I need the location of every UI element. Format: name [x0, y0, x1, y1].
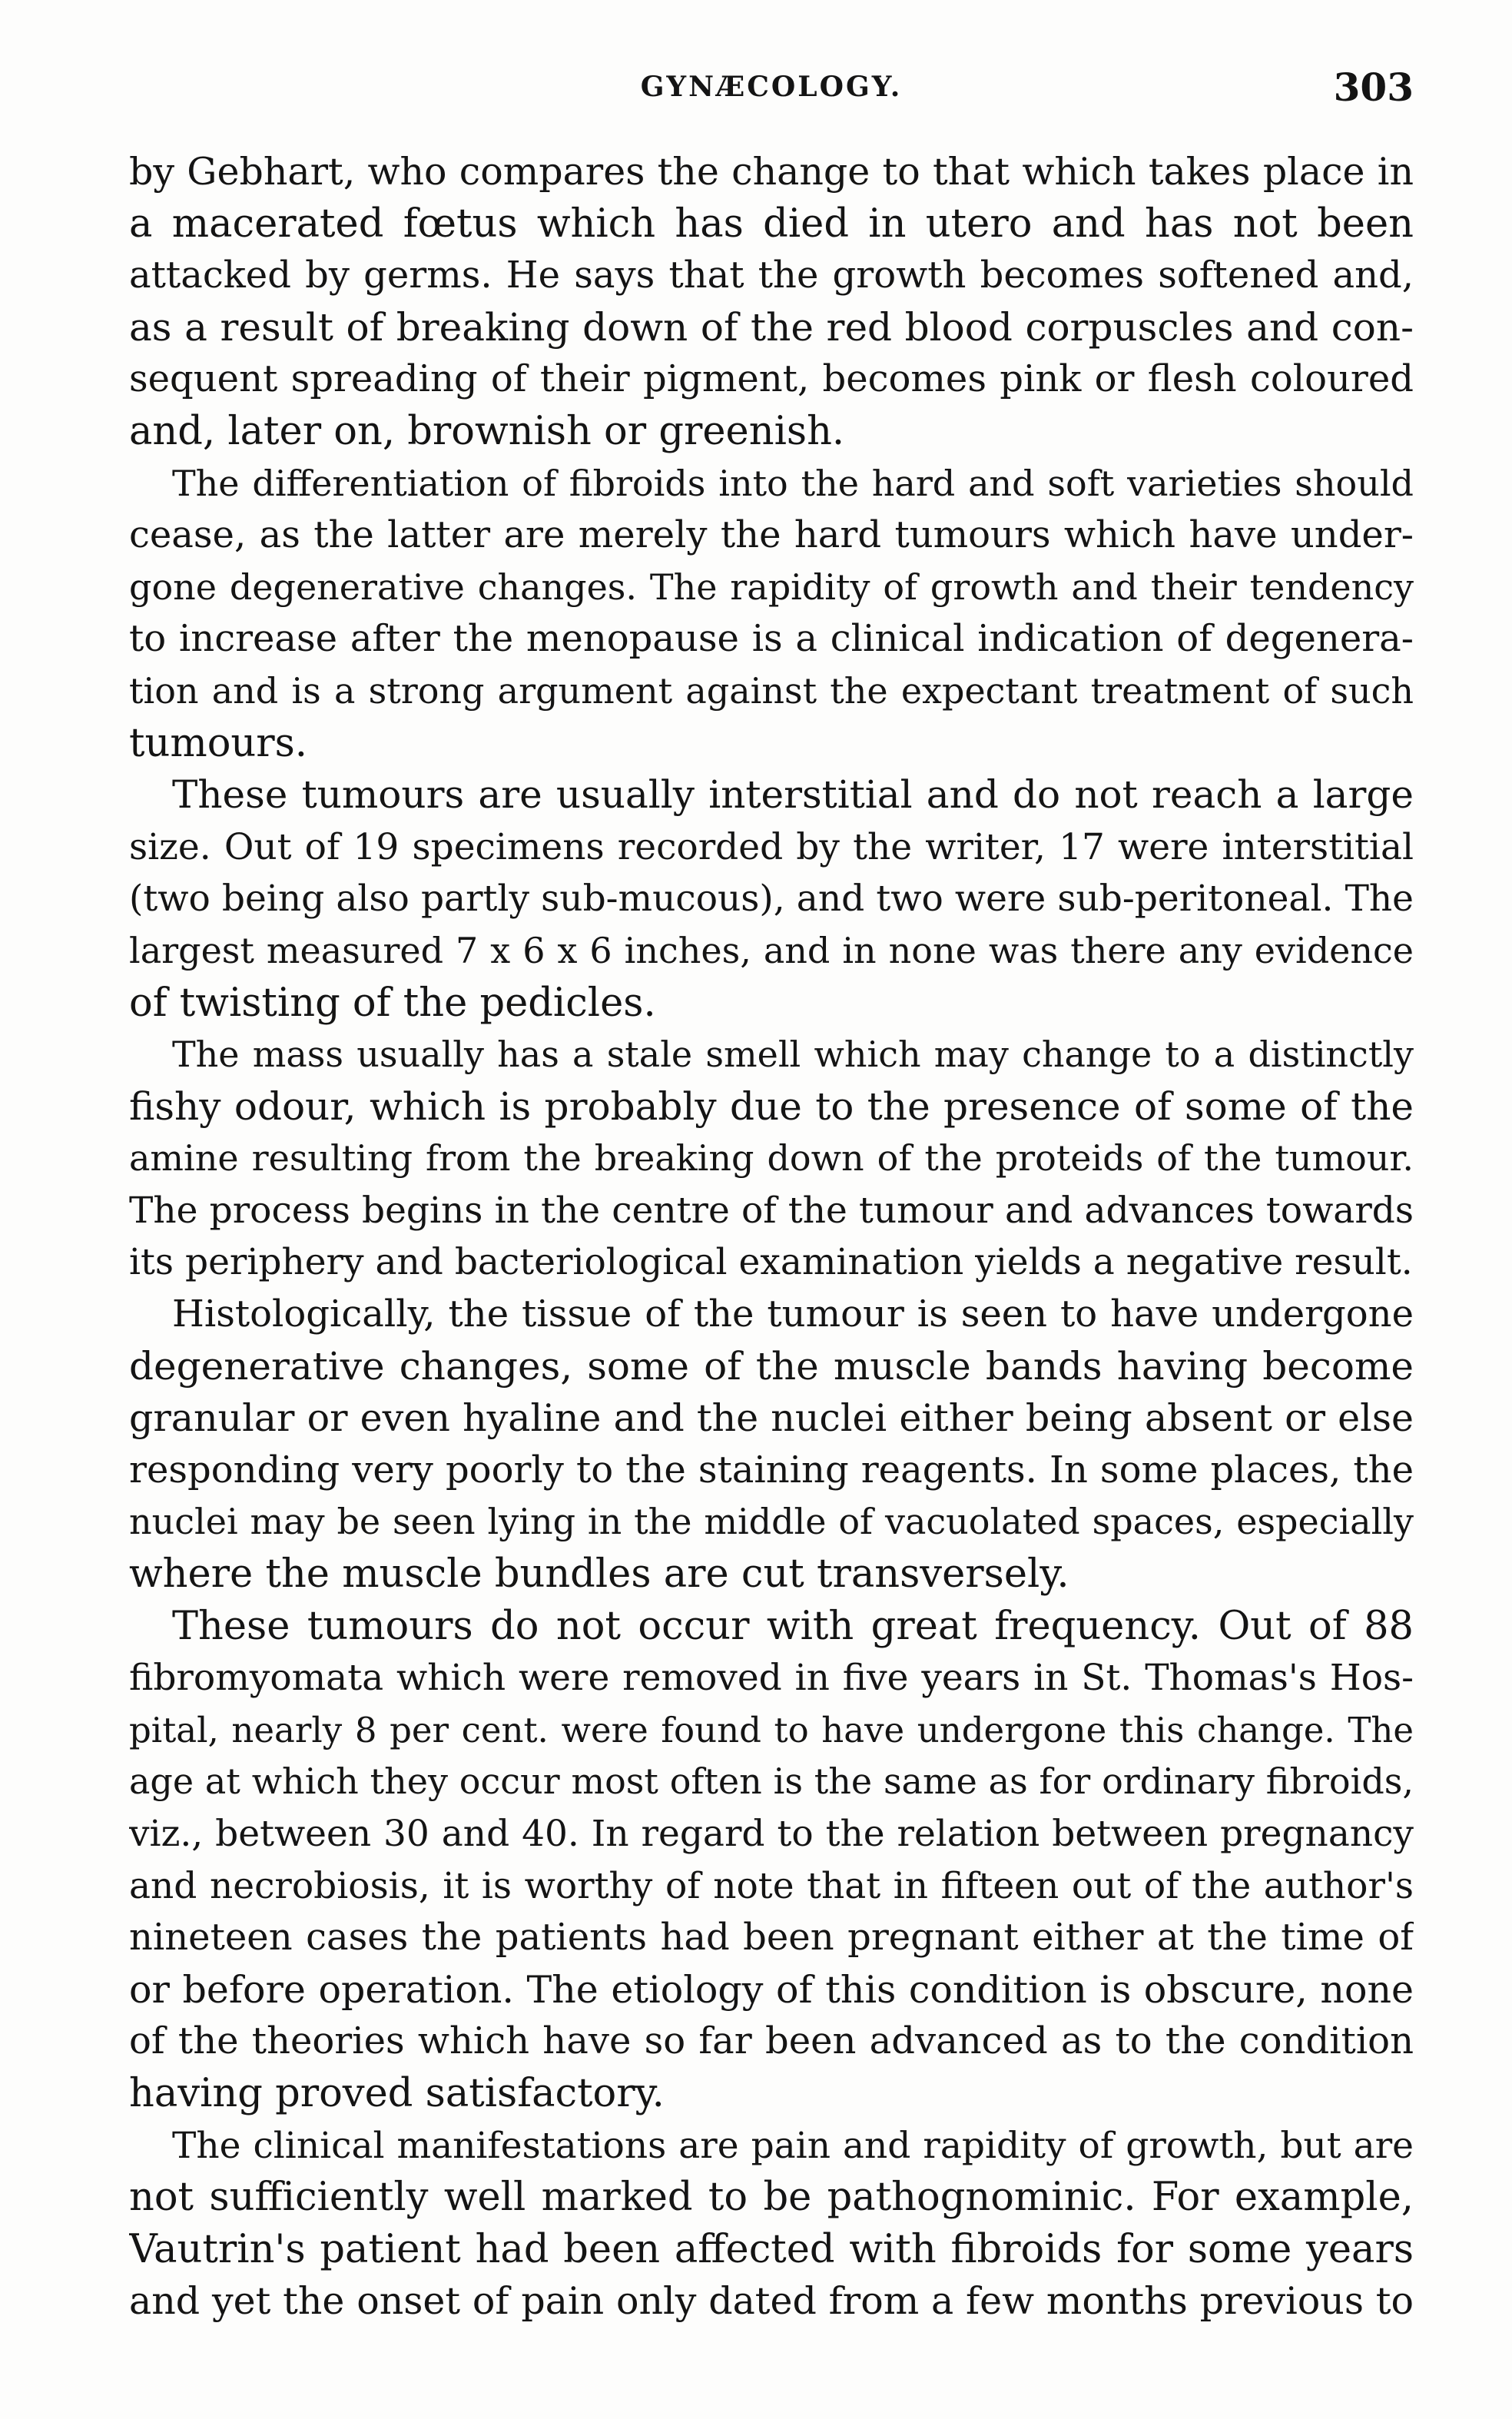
text-line: tumours. — [129, 720, 308, 766]
text-line: having proved satisfactory. — [129, 2070, 665, 2116]
text-line: (two being also partly sub-mucous), and two were sub-peritoneal. The — [129, 878, 1414, 921]
text-line: cease, as the latter are merely the hard tumours which have under- — [129, 513, 1414, 557]
text-line: granular or even hyaline and the nuclei either being absent or else — [129, 1396, 1414, 1441]
text-line: a macerated fœtus which has died in utero and has not been — [129, 201, 1414, 247]
text-line: attacked by germs. He says that the growth becomes softened and, — [129, 254, 1414, 297]
running-title: GYNÆCOLOGY. — [640, 71, 903, 103]
text-line: by Gebhart, who compares the change to that which takes place in — [129, 150, 1414, 194]
text-line: tion and is a strong argument against the expectant treatment of such — [129, 669, 1414, 712]
text-line: pital, nearly 8 per cent. were found to have undergone this change. The — [129, 1709, 1414, 1750]
text-line: not sufficiently well marked to be pathognominic. For example, — [129, 2175, 1414, 2221]
text-line: degenerative changes, some of the muscle bands having become — [129, 1343, 1414, 1389]
running-head — [129, 65, 1414, 117]
text-line: The mass usually has a stale smell which may change to a distinctly — [172, 1034, 1414, 1076]
text-line: fishy odour, which is probably due to the presence of some of the — [129, 1083, 1414, 1129]
text-line: responding very poorly to the staining reagents. In some places, the — [129, 1448, 1414, 1492]
text-line: size. Out of 19 specimens recorded by the writer, 17 were interstitial — [129, 825, 1414, 868]
text-line: fibromyomata which were removed in five years in St. Thomas's Hos- — [129, 1657, 1414, 1700]
text-line: where the muscle bundles are cut transversely. — [129, 1551, 1069, 1598]
text-line: sequent spreading of their pigment, becomes pink or flesh coloured — [129, 357, 1414, 401]
text-line: of the theories which have so far been advanced as to the condition — [129, 2019, 1414, 2063]
text-line: amine resulting from the breaking down of the proteids of the tumour. — [129, 1137, 1414, 1180]
text-line: nuclei may be seen lying in the middle of vacuolated spaces, especially — [129, 1501, 1414, 1543]
body-text — [129, 146, 1414, 2328]
text-line: and necrobiosis, it is worthy of note that in fifteen out of the author's — [129, 1864, 1414, 1907]
text-line: its periphery and bacteriological examination yields a negative result. — [129, 1241, 1413, 1284]
text-line: nineteen cases the patients had been pregnant either at the time of — [129, 1916, 1414, 1959]
text-line: and yet the onset of pain only dated from a few months previous to — [129, 2279, 1414, 2324]
text-line: Histologically, the tissue of the tumour is seen to have undergone — [172, 1292, 1414, 1336]
page-number: 303 — [1333, 65, 1414, 110]
text-line: These tumours are usually interstitial and do not reach a large — [172, 772, 1414, 818]
text-line: These tumours do not occur with great frequency. Out of 88 — [172, 1603, 1414, 1649]
text-line: to increase after the menopause is a clinical indication of degenera- — [129, 617, 1414, 661]
text-line: Vautrin's patient had been affected with fibroids for some years — [129, 2226, 1414, 2272]
text-line: as a result of breaking down of the red blood corpuscles and con- — [129, 304, 1414, 350]
text-line: largest measured 7 x 6 x 6 inches, and in none was there any evidence — [129, 929, 1414, 971]
text-line: The process begins in the centre of the tumour and advances towards — [129, 1189, 1414, 1232]
text-line: of twisting of the pedicles. — [129, 980, 656, 1026]
text-line: viz., between 30 and 40. In regard to the relation between pregnancy — [129, 1813, 1414, 1855]
text-line: or before operation. The etiology of this condition is obscure, none — [129, 1967, 1414, 2012]
text-line: and, later on, brownish or greenish. — [129, 408, 845, 454]
text-line: age at which they occur most often is the same as for ordinary fibroids, — [129, 1760, 1414, 1803]
text-line: gone degenerative changes. The rapidity of growth and their tendency — [129, 566, 1414, 608]
text-line: The differentiation of fibroids into the hard and soft varieties should — [172, 462, 1414, 504]
text-line: The clinical manifestations are pain and rapidity of growth, but are — [172, 2124, 1414, 2167]
